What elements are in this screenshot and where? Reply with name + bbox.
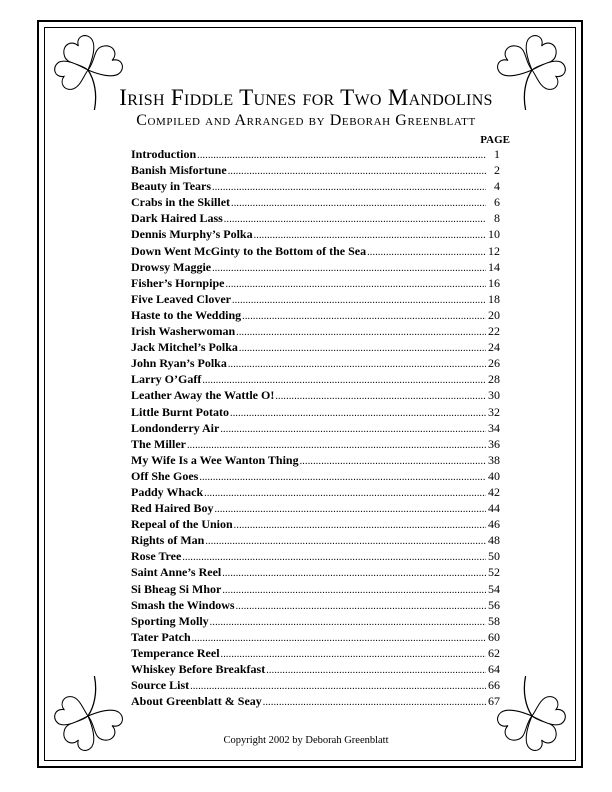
toc-dot-leader — [367, 245, 486, 261]
toc-entry[interactable] — [131, 564, 500, 580]
toc-dot-leader — [228, 164, 486, 180]
toc-entry-title: Larry O’Gaff — [131, 372, 202, 387]
toc-dot-leader — [182, 550, 486, 566]
toc-entry-title: Drowsy Maggie — [131, 259, 212, 274]
toc-entry-title: Beauty in Tears — [131, 179, 212, 194]
toc-dot-leader — [263, 695, 486, 711]
toc-entry-title: Dennis Murphy’s Polka — [131, 227, 253, 242]
toc-dot-leader — [239, 341, 486, 357]
toc-entry-page: 54 — [488, 581, 500, 596]
toc-entry-title: Off She Goes — [131, 468, 199, 483]
toc-dot-leader — [214, 502, 486, 518]
toc-entry-title: Dark Haired Lass — [131, 211, 223, 226]
toc-entry-page: 66 — [488, 678, 500, 693]
toc-dot-leader — [230, 406, 486, 422]
toc-entry-page: 24 — [488, 340, 500, 355]
toc-entry[interactable] — [131, 677, 500, 693]
toc-entry-title: Source List — [131, 678, 190, 693]
toc-entry-page: 50 — [488, 549, 500, 564]
toc-dot-leader — [225, 277, 486, 293]
toc-entry[interactable] — [131, 661, 500, 677]
toc-entry-title: John Ryan’s Polka — [131, 356, 227, 371]
toc-entry[interactable] — [131, 243, 500, 259]
toc-entry-page: 8 — [494, 211, 500, 226]
toc-entry-title: Smash the Windows — [131, 597, 235, 612]
page-subtitle: Compiled and Arranged by Deborah Greenblatt — [136, 112, 476, 129]
toc-entry[interactable] — [131, 323, 500, 339]
page-title: Irish Fiddle Tunes for Two Mandolins — [119, 85, 493, 110]
toc-entry-title: Introduction — [131, 147, 197, 161]
toc-dot-leader — [212, 180, 486, 196]
toc-dot-leader — [232, 293, 486, 309]
toc-entry[interactable] — [131, 387, 500, 403]
toc-entry[interactable] — [131, 693, 500, 709]
toc-entry-page: 32 — [488, 404, 500, 419]
toc-entry-title: Little Burnt Potato — [131, 404, 229, 419]
toc-entry-title: Jack Mitchel’s Polka — [131, 340, 238, 355]
toc-entry[interactable] — [131, 548, 500, 564]
toc-entry[interactable] — [131, 484, 500, 500]
toc-dot-leader — [205, 534, 486, 550]
toc-dot-leader — [222, 583, 486, 599]
toc-entry-page: 4 — [494, 179, 500, 194]
toc-entry-page: 67 — [488, 694, 500, 709]
toc-entry-page: 10 — [488, 227, 500, 242]
toc-entry-title: Five Leaved Clover — [131, 291, 231, 306]
toc-entry[interactable] — [131, 339, 500, 355]
toc-entry-title: Irish Washerwoman — [131, 324, 236, 339]
toc-entry-page: 40 — [488, 468, 500, 483]
toc-entry-page: 62 — [488, 645, 500, 660]
toc-entry[interactable] — [131, 581, 500, 597]
toc-dot-leader — [197, 148, 486, 164]
toc-entry-page: 52 — [488, 565, 500, 580]
toc-entry-page: 34 — [488, 420, 500, 435]
toc-entry[interactable] — [131, 404, 500, 420]
toc-entry-title: Haste to the Wedding — [131, 307, 242, 322]
toc-entry[interactable] — [131, 532, 500, 548]
toc-entry-page: 30 — [488, 388, 500, 403]
toc-entry-title: Londonderry Air — [131, 420, 220, 435]
toc-entry[interactable] — [131, 178, 500, 194]
toc-entry-title: Temperance Reel — [131, 645, 220, 660]
toc-entry-page: 60 — [488, 629, 500, 644]
toc-entry-title: Tater Patch — [131, 629, 191, 644]
toc-dot-leader — [228, 357, 486, 373]
toc-entry[interactable] — [131, 259, 500, 275]
toc-entry[interactable] — [131, 500, 500, 516]
toc-dot-leader — [234, 518, 486, 534]
toc-dot-leader — [212, 261, 486, 277]
toc-dot-leader — [222, 566, 486, 582]
toc-entry-title: About Greenblatt & Seay — [131, 694, 262, 709]
toc-entry-title: Paddy Whack — [131, 484, 204, 499]
toc-entry-title: Rights of Man — [131, 533, 205, 548]
toc-entry-page: 14 — [488, 259, 500, 274]
toc-entry-title: Red Haired Boy — [131, 501, 214, 516]
toc-entry[interactable] — [131, 420, 500, 436]
toc-entry-page: 6 — [494, 195, 500, 210]
toc-entry[interactable] — [131, 291, 500, 307]
toc-entry-page: 46 — [488, 517, 500, 532]
toc-entry-page: 28 — [488, 372, 500, 387]
toc-dot-leader — [231, 196, 486, 212]
toc-dot-leader — [220, 422, 486, 438]
toc-entry-title: Sporting Molly — [131, 613, 209, 628]
page-column-header: PAGE — [480, 134, 510, 146]
table-of-contents — [131, 146, 500, 709]
toc-entry-title: Si Bheag Si Mhor — [131, 581, 222, 596]
toc-entry-page: 12 — [488, 243, 500, 258]
toc-entry-title: My Wife Is a Wee Wanton Thing — [131, 452, 299, 467]
toc-dot-leader — [236, 599, 486, 615]
toc-entry-page: 18 — [488, 291, 500, 306]
toc-entry-title: Saint Anne’s Reel — [131, 565, 222, 580]
toc-entry-title: Whiskey Before Breakfast — [131, 662, 266, 676]
toc-entry[interactable] — [131, 146, 500, 162]
toc-entry[interactable] — [131, 226, 500, 242]
toc-dot-leader — [192, 631, 486, 647]
toc-entry-title: Rose Tree — [131, 549, 182, 564]
toc-entry-title: The Miller — [131, 436, 186, 451]
toc-entry-title: Banish Misfortune — [131, 163, 227, 178]
toc-entry[interactable] — [131, 468, 500, 484]
toc-entry[interactable] — [131, 307, 500, 323]
toc-entry[interactable] — [131, 629, 500, 645]
toc-entry[interactable] — [131, 355, 500, 371]
toc-dot-leader — [210, 615, 486, 631]
toc-entry-page: 56 — [488, 597, 500, 612]
toc-entry-title: Leather Away the Wattle O! — [131, 388, 275, 403]
toc-dot-leader — [300, 454, 486, 470]
toc-entry[interactable] — [131, 516, 500, 532]
toc-entry[interactable] — [131, 162, 500, 178]
toc-dot-leader — [204, 486, 486, 502]
toc-dot-leader — [224, 212, 486, 228]
toc-entry-title: Crabs in the Skillet — [131, 195, 231, 210]
toc-entry-page: 48 — [488, 533, 500, 548]
toc-entry-page: 36 — [488, 436, 500, 451]
toc-dot-leader — [199, 470, 486, 486]
toc-entry-title: Fisher’s Hornpipe — [131, 275, 225, 290]
toc-entry-page: 2 — [494, 163, 500, 178]
toc-entry-page: 22 — [488, 324, 500, 339]
toc-entry[interactable] — [131, 210, 500, 226]
toc-entry-title: Repeal of the Union — [131, 517, 233, 532]
toc-entry-page: 1 — [494, 147, 500, 161]
toc-entry[interactable] — [131, 613, 500, 629]
toc-entry-page: 38 — [488, 452, 500, 467]
toc-entry-page: 20 — [488, 307, 500, 322]
toc-entry-page: 16 — [488, 275, 500, 290]
toc-entry-page: 42 — [488, 484, 500, 499]
toc-entry-page: 44 — [488, 501, 500, 516]
toc-entry[interactable] — [131, 597, 500, 613]
toc-entry[interactable] — [131, 452, 500, 468]
toc-entry-page: 26 — [488, 356, 500, 371]
toc-dot-leader — [236, 325, 486, 341]
toc-entry[interactable] — [131, 645, 500, 661]
copyright-notice: Copyright 2002 by Deborah Greenblatt — [223, 735, 389, 746]
toc-entry[interactable] — [131, 275, 500, 291]
toc-dot-leader — [266, 663, 486, 679]
toc-entry-page: 64 — [488, 662, 500, 676]
toc-dot-leader — [275, 389, 486, 405]
toc-entry[interactable] — [131, 194, 500, 210]
toc-dot-leader — [242, 309, 486, 325]
toc-entry[interactable] — [131, 436, 500, 452]
toc-entry[interactable] — [131, 371, 500, 387]
toc-entry-title: Down Went McGinty to the Bottom of the Sea — [131, 243, 367, 258]
toc-entry-page: 58 — [488, 613, 500, 628]
